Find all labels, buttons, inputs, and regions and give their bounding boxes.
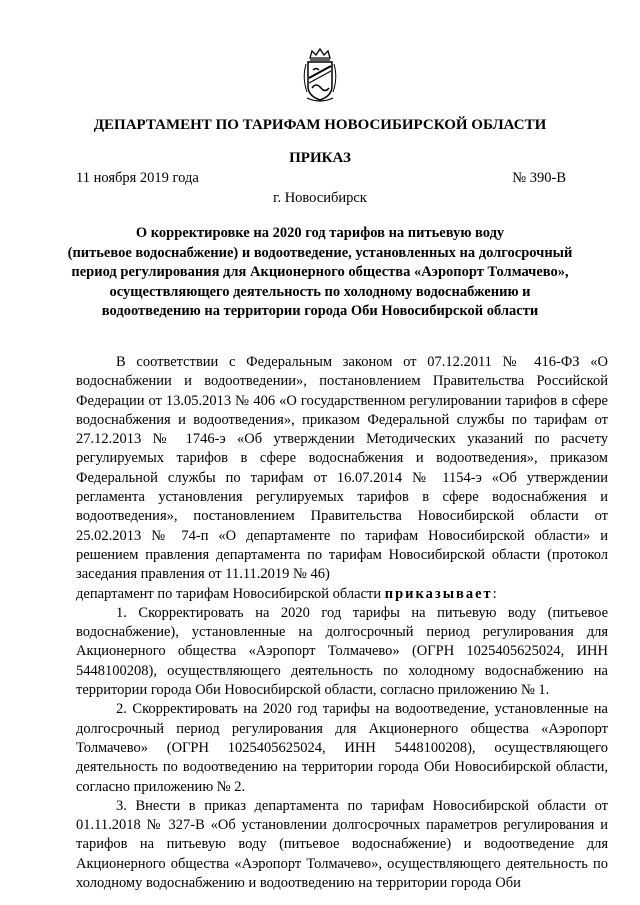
order-directive [76, 585, 608, 604]
subject-line: (питьевое водоснабжение) и водоотведение, установленных на долгосрочный [67, 244, 573, 261]
subject-line: водоотведению на территории города Оби Новосибирской области [101, 303, 539, 319]
item-3-paragraph: 3. Внести в приказ департамента по тарифам Новосибирской области от 01.11.2018 № 327-В «Об установлении долгосрочных параметров регулирования и тарифов на питьевую воду (питьевое водоснабжение) и водоотведение для Акционерного общества «Аэропорт Толмачево», осуществляющего деятельность по холодному водоснабжению и водоотведению на территории города Оби [76, 797, 608, 892]
item-1-paragraph: 1. Скорректировать на 2020 год тарифы на питьевую воду (питьевое водоснабжение), установленные на долгосрочный период регулирования для Акционерного общества «Аэропорт Толмачево» (ОГРН 1025405625024, ИНН 5448100208), осуществляющего деятельность по холодному водоснабжению на территории города Оби Новосибирской области, согласно приложению № 1. [76, 604, 608, 699]
preamble-paragraph: В соответствии с Федеральным законом от 07.12.2011 № 416-ФЗ «О водоснабжении и водоотведении», постановлением Правительства Российской Федерации от 13.05.2013 № 406 «О государственном регулировании тарифов в сфере водоснабжения и водоотведения», приказом Федеральной службы по тарифам от 27.12.2013 № 1746-э «Об утверждении Методических указаний по расчету регулируемых тарифов в сфере водоснабжения и водоотведения», приказом Федеральной службы по тарифам от 16.07.2014 № 1154-э «Об утверждении регламента установления регулируемых тарифов в сфере водоснабжения и водоотведения», постановлением Правительства Новосибирской области от 25.02.2013 № 74-п «О департаменте по тарифам Новосибирской области» и решением правления департамента по тарифам Новосибирской области (протокол заседания правления от 11.11.2019 № 46) [76, 354, 608, 583]
order-subject [60, 224, 580, 322]
department-title: ДЕПАРТАМЕНТ ПО ТАРИФАМ НОВОСИБИРСКОЙ ОБЛАСТИ [93, 117, 547, 133]
coat-of-arms-icon [301, 48, 339, 104]
item-2-paragraph: 2. Скорректировать на 2020 год тарифы на водоотведение, установленные на долгосрочный период регулирования для Акционерного общества «Аэропорт Толмачево» (ОГРН 1025405625024, ИНН 5448100208), осуществляющего деятельность по водоотведению на территории города Оби Новосибирской области, согласно приложению № 2. [76, 701, 608, 795]
order-body [76, 353, 608, 893]
order-word: приказывает [384, 585, 493, 602]
order-number: № 390-В [512, 170, 566, 186]
subject-line: осуществляющего деятельность по холодному водоснабжению и [109, 283, 531, 300]
document-type: ПРИКАЗ [289, 150, 351, 166]
subject-line: О корректировке на 2020 год тарифов на питьевую воду [135, 225, 505, 241]
order-lead: департамент по тарифам Новосибирской области [76, 585, 382, 602]
order-colon: : [492, 585, 497, 602]
subject-line: период регулирования для Акционерного общества «Аэропорт Толмачево», [71, 264, 569, 280]
order-date: 11 ноября 2019 года [76, 170, 199, 186]
city: г. Новосибирск [273, 190, 367, 206]
